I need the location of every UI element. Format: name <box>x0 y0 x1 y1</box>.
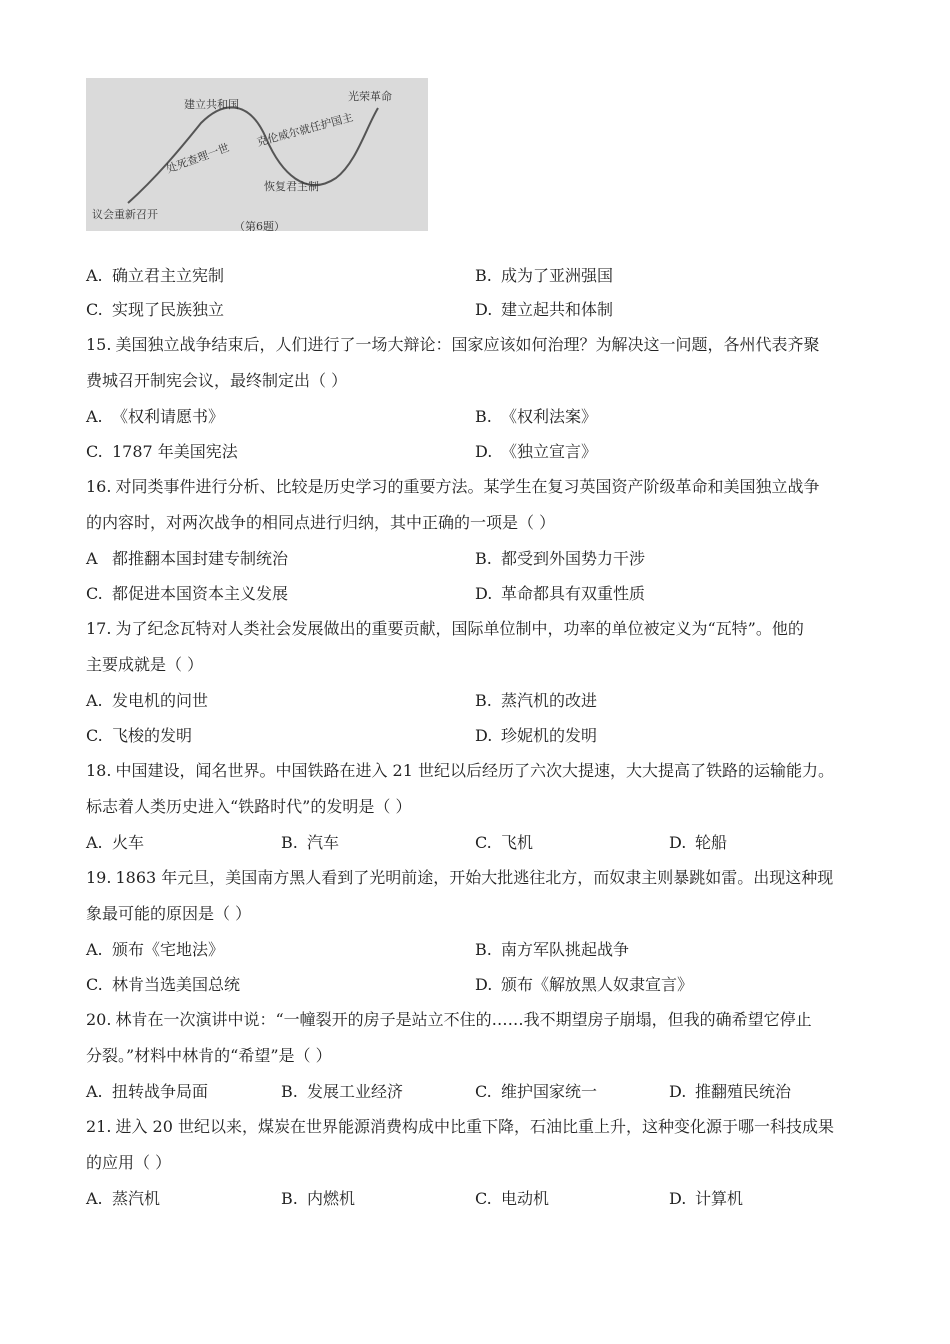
q16-stem-line1: 16. 对同类事件进行分析、比较是历史学习的重要方法。某学生在复习英国资产阶级革命和美国独立战争 <box>86 477 820 496</box>
q15-option-d[interactable]: D. 《独立宣言》 <box>475 442 598 461</box>
q14-option-b[interactable]: B. 成为了亚洲强国 <box>475 266 614 285</box>
q18-stem-line1: 18. 中国建设，闻名世界。中国铁路在进入 21 世纪以后经历了六次大提速，大大提高了铁路的运输能力。 <box>86 761 834 780</box>
q15-option-c[interactable]: C. 1787 年美国宪法 <box>86 442 238 461</box>
q15-stem-line1: 15. 美国独立战争结束后，人们进行了一场大辩论：国家应该如何治理？为解决这一问题，各州代表齐聚 <box>86 335 820 354</box>
q14-option-a[interactable]: A. 确立君主立宪制 <box>86 266 225 285</box>
timeline-figure-photo <box>86 78 428 231</box>
q18-option-a[interactable]: A. 火车 <box>86 833 145 852</box>
q19-option-c[interactable]: C. 林肯当选美国总统 <box>86 975 241 994</box>
q20-stem-line1: 20. 林肯在一次演讲中说：“一幢裂开的房子是站立不住的……我不期望房子崩塌，但我的确希望它停止 <box>86 1010 812 1029</box>
q16-option-c[interactable]: C. 都促进本国资本主义发展 <box>86 584 289 603</box>
q21-stem-line2: 的应用（ ） <box>86 1153 172 1172</box>
q17-option-c[interactable]: C. 飞梭的发明 <box>86 726 193 745</box>
label-execute-charles: 处死查理一世 <box>164 141 232 176</box>
q21-stem-line1: 21. 进入 20 世纪以来，煤炭在世界能源消费构成中比重下降，石油比重上升，这种变化源于哪一科技成果 <box>86 1117 834 1136</box>
q21-option-a[interactable]: A. 蒸汽机 <box>86 1189 161 1208</box>
q19-stem-line1: 19. 1863 年元旦，美国南方黑人看到了光明前途，开始大批逃往北方，而奴隶主则暴跳如雷。出现这种现 <box>86 868 834 887</box>
q14-option-d[interactable]: D. 建立起共和体制 <box>475 300 614 319</box>
q18-option-d[interactable]: D. 轮船 <box>669 833 728 852</box>
q18-option-c[interactable]: C. 飞机 <box>475 833 534 852</box>
figure-caption: （第6题） <box>234 220 285 231</box>
q16-stem-line2: 的内容时，对两次战争的相同点进行归纳，其中正确的一项是（ ） <box>86 513 556 532</box>
q16-option-b[interactable]: B. 都受到外国势力干涉 <box>475 549 646 568</box>
q19-option-a[interactable]: A. 颁布《宅地法》 <box>86 940 225 959</box>
q19-option-b[interactable]: B. 南方军队挑起战争 <box>475 940 630 959</box>
label-restoration: 恢复君主制 <box>264 180 319 193</box>
q15-option-a[interactable]: A. 《权利请愿书》 <box>86 407 225 426</box>
q15-option-b[interactable]: B. 《权利法案》 <box>475 407 598 426</box>
timeline-curve-diagram <box>86 78 428 231</box>
q19-option-d[interactable]: D. 颁布《解放黑人奴隶宣言》 <box>475 975 694 994</box>
q20-option-c[interactable]: C. 维护国家统一 <box>475 1082 598 1101</box>
q21-option-d[interactable]: D. 计算机 <box>669 1189 744 1208</box>
q17-option-a[interactable]: A. 发电机的问世 <box>86 691 209 710</box>
q18-option-b[interactable]: B. 汽车 <box>281 833 340 852</box>
q17-option-d[interactable]: D. 珍妮机的发明 <box>475 726 598 745</box>
q17-stem-line1: 17. 为了纪念瓦特对人类社会发展做出的重要贡献，国际单位制中，功率的单位被定义为“瓦特”。他的 <box>86 619 804 638</box>
q21-option-b[interactable]: B. 内燃机 <box>281 1189 356 1208</box>
q20-stem-line2: 分裂。”材料中林肯的“希望”是（ ） <box>86 1046 332 1065</box>
q17-option-b[interactable]: B. 蒸汽机的改进 <box>475 691 598 710</box>
label-parliament-reconvened: 议会重新召开 <box>92 208 158 221</box>
q16-option-a[interactable]: A 都推翻本国封建专制统治 <box>86 549 289 568</box>
q20-option-a[interactable]: A. 扭转战争局面 <box>86 1082 209 1101</box>
q16-option-d[interactable]: D. 革命都具有双重性质 <box>475 584 646 603</box>
q17-stem-line2: 主要成就是（ ） <box>86 655 204 674</box>
q21-option-c[interactable]: C. 电动机 <box>475 1189 550 1208</box>
label-cromwell: 克伦威尔就任护国主 <box>255 110 355 149</box>
q14-option-c[interactable]: C. 实现了民族独立 <box>86 300 225 319</box>
q20-option-d[interactable]: D. 推翻殖民统治 <box>669 1082 792 1101</box>
q19-stem-line2: 象最可能的原因是（ ） <box>86 904 252 923</box>
q18-stem-line2: 标志着人类历史进入“铁路时代”的发明是（ ） <box>86 797 412 816</box>
label-republic: 建立共和国 <box>184 98 239 111</box>
label-glorious-revolution: 光荣革命 <box>348 90 392 103</box>
q15-stem-line2: 费城召开制宪会议，最终制定出（ ） <box>86 371 348 390</box>
q20-option-b[interactable]: B. 发展工业经济 <box>281 1082 404 1101</box>
